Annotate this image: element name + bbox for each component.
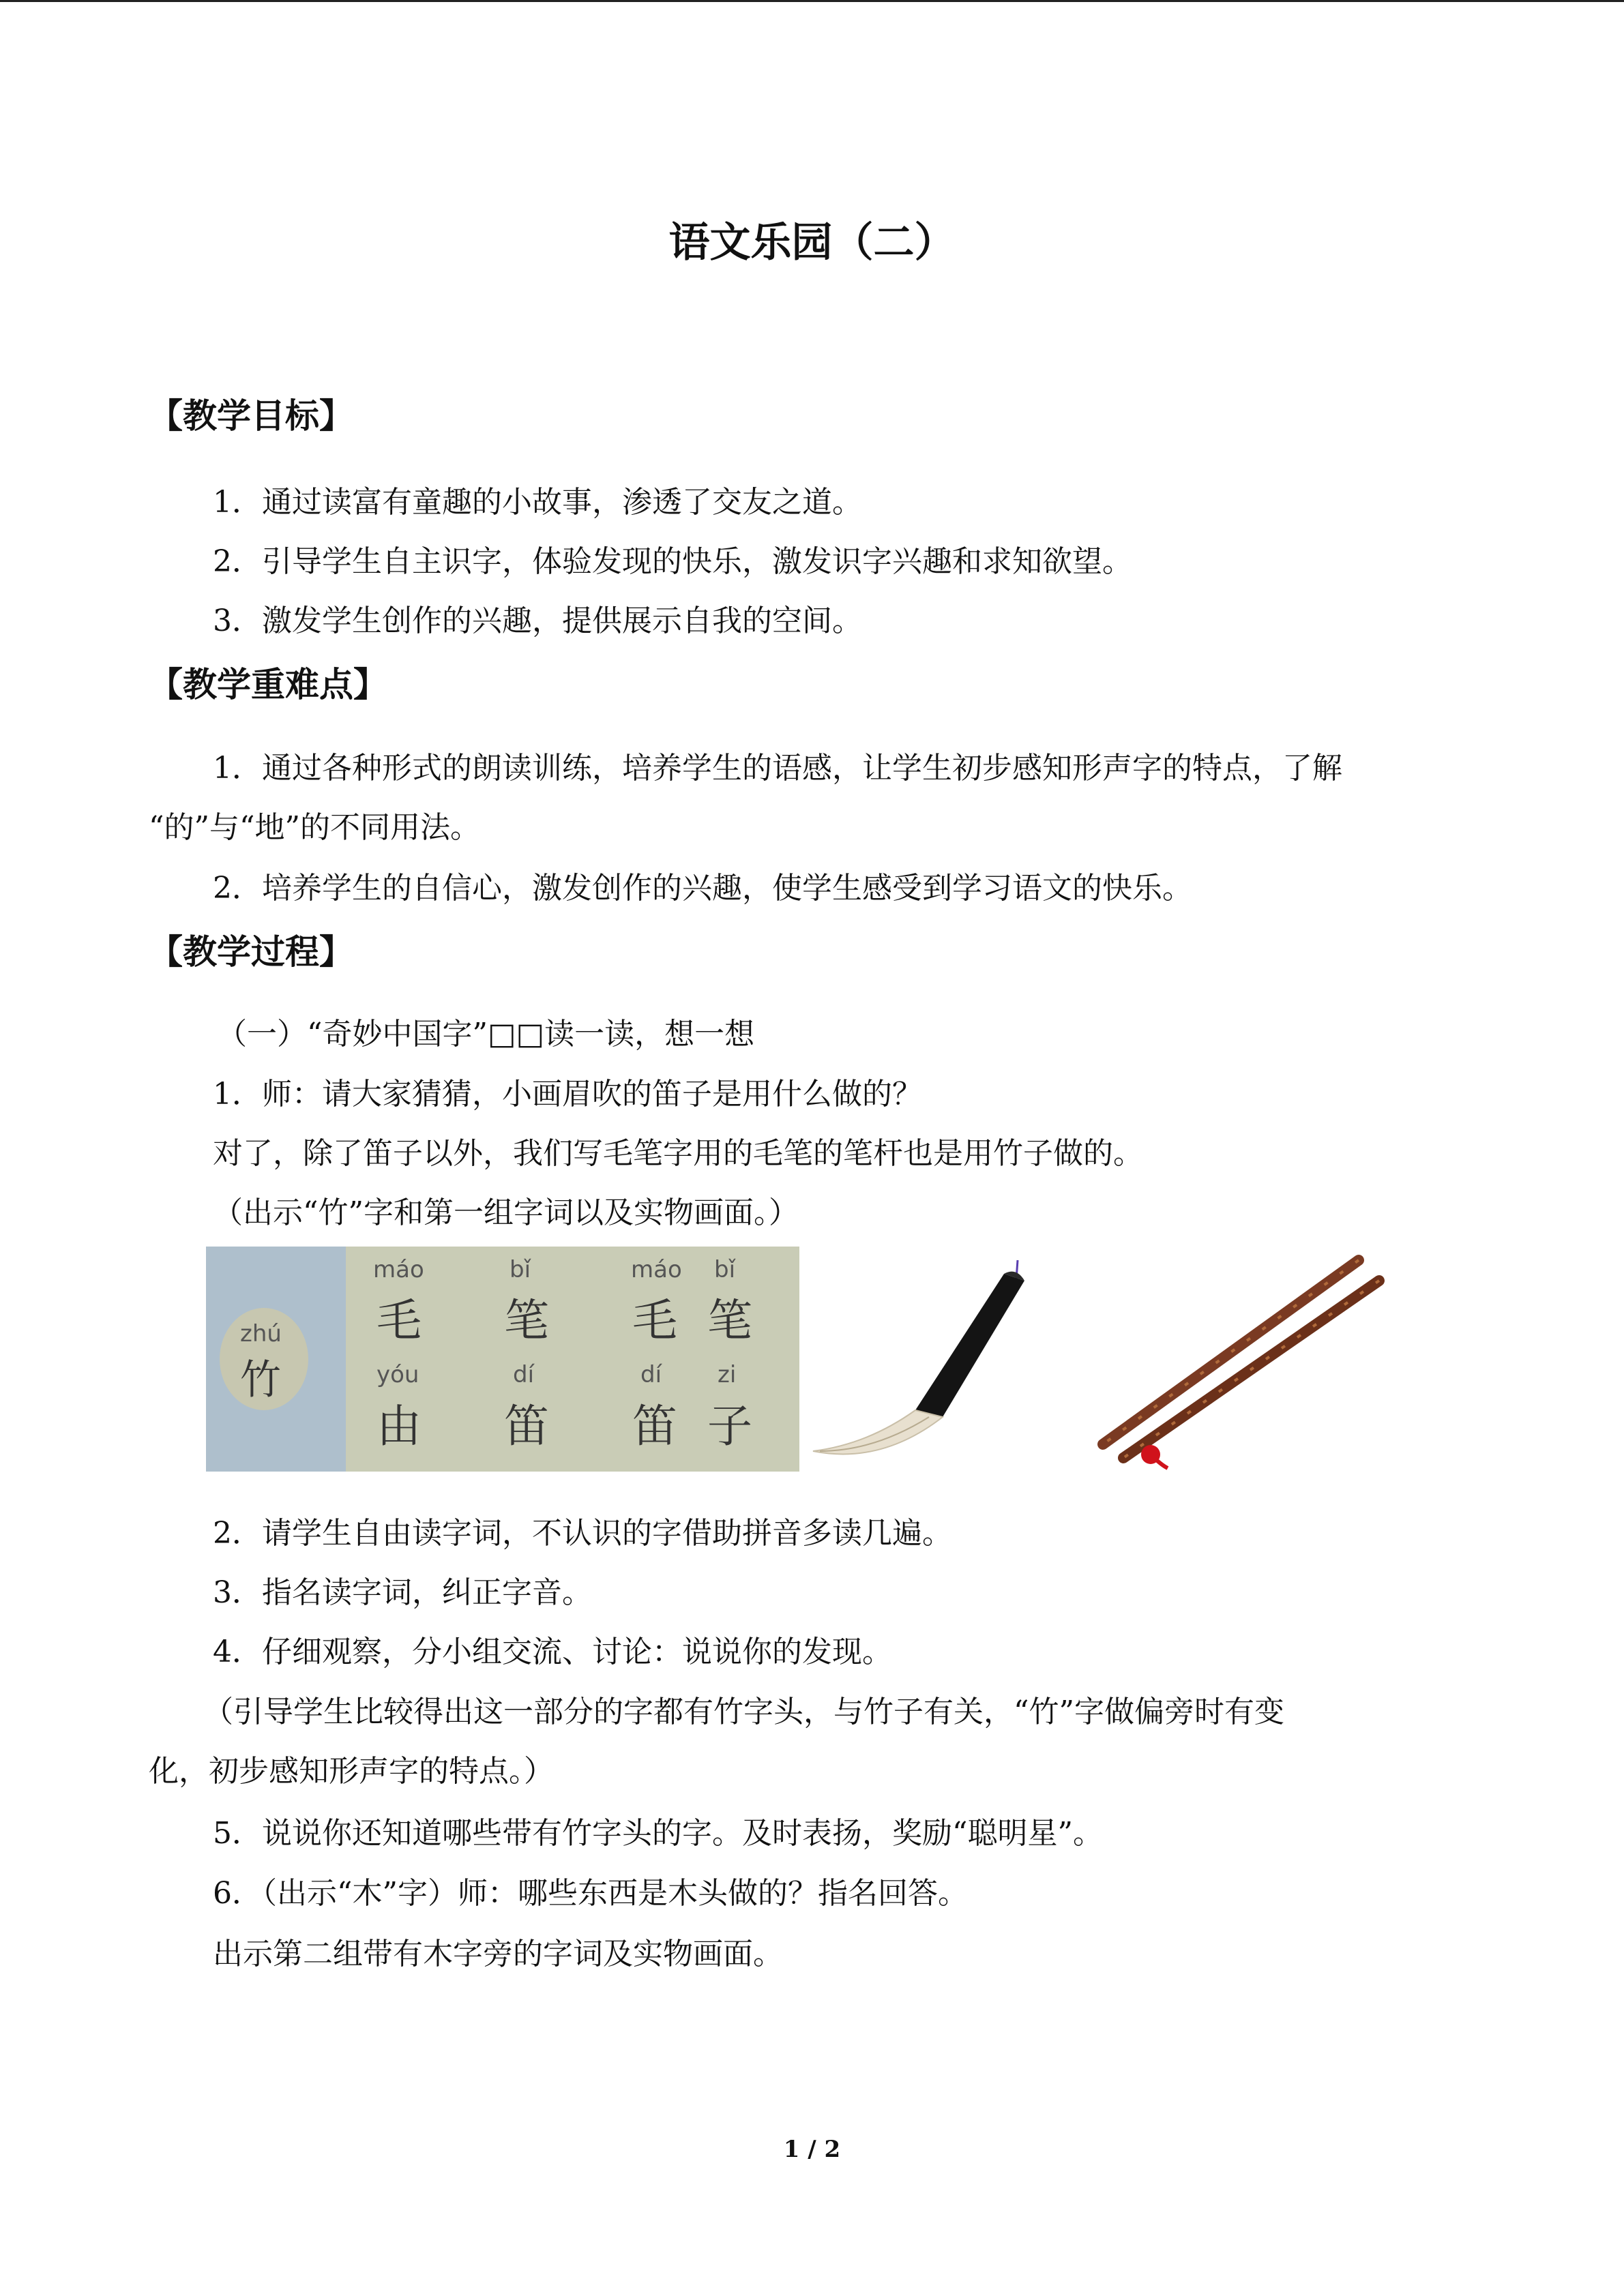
char-you: 由: [377, 1400, 422, 1452]
section-heading-key-points: 【教学重难点】: [149, 665, 387, 704]
pinyin-maobi-bi: bǐ: [714, 1256, 736, 1283]
process-subheading: （一）“奇妙中国字”□□读一读，想一想: [217, 1017, 755, 1052]
pinyin-bi: bǐ: [510, 1256, 531, 1283]
page-top-border: [0, 0, 1624, 2]
goal-item: 3．激发学生创作的兴趣，提供展示自我的空间。: [213, 603, 862, 638]
vocabulary-figure: [206, 1247, 1427, 1472]
pinyin-dizi-zi: zi: [718, 1361, 737, 1388]
process-step: 2．请学生自由读字词，不认识的字借助拼音多读几遍。: [213, 1516, 952, 1551]
page-number: 1 / 2: [783, 2136, 841, 2163]
char-maobi-mao: 毛: [632, 1294, 677, 1347]
process-step: 对了，除了笛子以外，我们写毛笔字用的毛笔的笔杆也是用竹子做的。: [213, 1136, 1143, 1171]
key-point-item-continued: “的”与“地”的不同用法。: [149, 810, 480, 845]
vocabulary-card: [206, 1247, 799, 1472]
process-step: 4．仔细观察，分小组交流、讨论：说说你的发现。: [213, 1635, 892, 1669]
page-title: 语文乐园（二）: [668, 219, 956, 267]
root-char: 竹: [240, 1356, 281, 1404]
char-di: 笛: [504, 1400, 549, 1452]
pinyin-maobi-mao: máo: [631, 1256, 682, 1283]
process-step: （出示“竹”字和第一组字词以及实物画面。）: [213, 1195, 799, 1230]
pinyin-you: yóu: [377, 1361, 419, 1388]
goal-item: 1．通过读富有童趣的小故事，渗透了交友之道。: [213, 485, 862, 520]
char-dizi-di: 笛: [632, 1400, 677, 1452]
brush-illustration: [799, 1247, 1072, 1472]
root-pinyin: zhú: [240, 1320, 282, 1347]
section-heading-process: 【教学过程】: [149, 932, 353, 972]
key-point-item: 1．通过各种形式的朗读训练，培养学生的语感，让学生初步感知形声字的特点，了解: [213, 751, 1342, 786]
key-point-item: 2．培养学生的自信心，激发创作的兴趣，使学生感受到学习语文的快乐。: [213, 871, 1192, 906]
flute-photo: [1086, 1247, 1427, 1472]
process-step: 6．（出示“木”字）师：哪些东西是木头做的？指名回答。: [213, 1876, 968, 1911]
pinyin-di: dí: [513, 1361, 535, 1388]
brush-photo: [799, 1247, 1072, 1472]
goal-item: 2．引导学生自主识字，体验发现的快乐，激发识字兴趣和求知欲望。: [213, 544, 1132, 579]
process-step: 3．指名读字词，纠正字音。: [213, 1575, 592, 1610]
flute-illustration: [1086, 1247, 1427, 1472]
char-mao: 毛: [377, 1294, 422, 1347]
process-step: 5．说说你还知道哪些带有竹字头的字。及时表扬，奖励“聪明星”。: [213, 1816, 1103, 1851]
vocabulary-panel: [346, 1247, 799, 1472]
process-step: 1．师：请大家猜猜，小画眉吹的笛子是用什么做的？: [213, 1077, 922, 1112]
char-dizi-zi: 子: [707, 1400, 752, 1452]
process-note: （引导学生比较得出这一部分的字都有竹字头，与竹子有关，“竹”字做偏旁时有变: [203, 1695, 1284, 1729]
process-step: 出示第二组带有木字旁的字词及实物画面。: [213, 1937, 783, 1971]
pinyin-mao: máo: [373, 1256, 424, 1283]
process-note-continued: 化，初步感知形声字的特点。）: [149, 1754, 554, 1789]
char-bi: 笔: [504, 1294, 549, 1347]
section-heading-goals: 【教学目标】: [149, 396, 353, 436]
pinyin-dizi-di: dí: [640, 1361, 662, 1388]
char-maobi-bi: 笔: [707, 1294, 752, 1347]
